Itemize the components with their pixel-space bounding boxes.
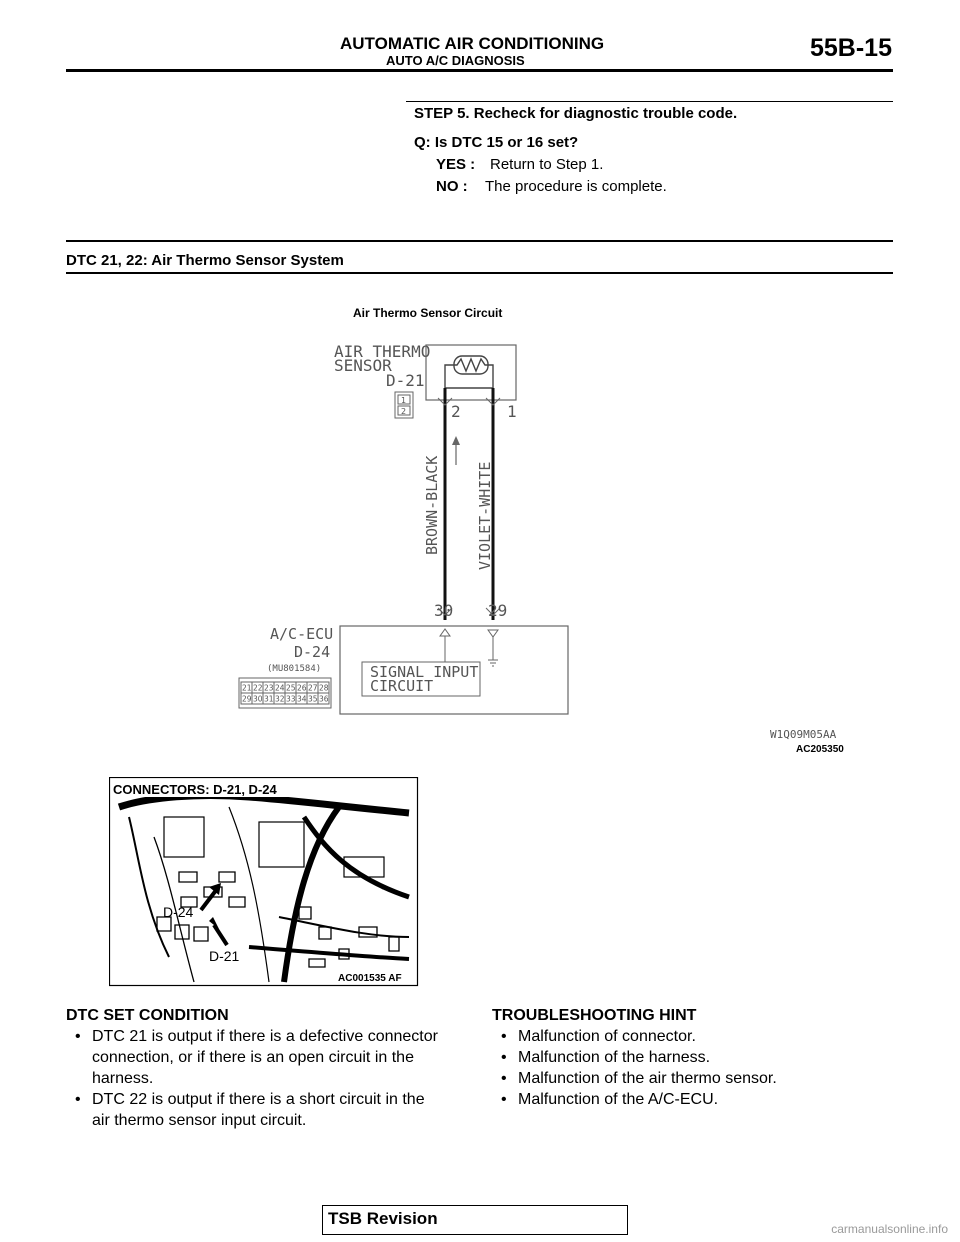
ecu-pin-number: 34: [297, 694, 307, 704]
step5-title: STEP 5. Recheck for diagnostic trouble code.: [414, 105, 738, 122]
header-rule: [66, 69, 893, 72]
signal-label-2: CIRCUIT: [370, 677, 434, 695]
ecu-pin-number: 21: [242, 683, 252, 693]
section-rule-bottom: [66, 272, 893, 274]
ecu-pin-number: 27: [308, 683, 318, 693]
ecu-pin-number: 22: [253, 683, 263, 693]
troubleshooting-hint: [492, 1005, 892, 1110]
connector-location-illustration: [109, 777, 419, 987]
ecu-pin-30: 30: [434, 601, 454, 620]
yes-value: Return to Step 1.: [490, 156, 604, 173]
diagram-code: W1Q09M05AA: [770, 728, 837, 741]
label-d21: D-21: [209, 948, 240, 964]
small-pin-1: 1: [401, 396, 407, 405]
sensor-connector: D-21: [386, 371, 425, 390]
sensor-label-1: AIR THERMO: [334, 342, 431, 361]
section-title: DTC 21, 22: Air Thermo Sensor System: [66, 252, 344, 269]
circuit-diagram: [230, 330, 880, 760]
footer-label: TSB Revision: [328, 1209, 438, 1228]
hint-item: • Malfunction of connector.: [492, 1026, 892, 1047]
ecu-connector-grid: [239, 678, 331, 708]
ecu-pin-29: 29: [488, 601, 508, 620]
signal-label-1: SIGNAL INPUT: [370, 663, 479, 681]
watermark: carmanualsonline.info: [831, 1222, 948, 1236]
ecu-pin-number: 24: [275, 683, 285, 693]
diagram-id: AC205350: [796, 744, 844, 755]
page-number: 55B-15: [810, 34, 892, 62]
ecu-pin-number: 32: [275, 694, 285, 704]
hint-item: • Malfunction of the A/C-ECU.: [492, 1089, 892, 1110]
label-d24: D-24: [163, 904, 194, 920]
connector-photo-title: CONNECTORS: D-21, D-24: [113, 782, 277, 797]
ecu-pin-number: 36: [319, 694, 329, 704]
yes-key: YES :: [436, 156, 476, 173]
step-rule: [406, 101, 893, 102]
wire-label-violet-white: VIOLET-WHITE: [476, 461, 494, 570]
section-rule-top: [66, 240, 893, 242]
sensor-label-2: SENSOR: [334, 356, 392, 375]
sensor-box: [426, 345, 516, 400]
dtc-set-item: • DTC 21 is output if there is a defective connector connection, or if there is an open circuit in the harness.: [66, 1026, 476, 1089]
ecu-pin-number: 29: [242, 694, 252, 704]
circuit-caption: Air Thermo Sensor Circuit: [353, 306, 503, 320]
small-pin-2: 2: [401, 407, 407, 416]
sensor-pin-2: 2: [451, 402, 461, 421]
wire-label-brown-black: BROWN-BLACK: [423, 455, 441, 555]
no-key: NO :: [436, 178, 468, 195]
hint-item: • Malfunction of the air thermo sensor.: [492, 1068, 892, 1089]
sensor-pin-1: 1: [507, 402, 517, 421]
ecu-pin-number: 25: [286, 683, 296, 693]
dtc-set-item: • DTC 22 is output if there is a short circuit in the air thermo sensor input circuit.: [66, 1089, 476, 1131]
dtc-set-heading: DTC SET CONDITION: [66, 1007, 229, 1024]
manual-title: AUTOMATIC AIR CONDITIONING: [340, 34, 605, 53]
connector-photo-code: AC001535 AF: [338, 973, 402, 984]
manual-subtitle: AUTO A/C DIAGNOSIS: [386, 53, 525, 68]
ecu-pin-number: 28: [319, 683, 329, 693]
step5-question: Q: Is DTC 15 or 16 set?: [414, 134, 579, 151]
ecu-pin-number: 30: [253, 694, 263, 704]
ecu-label: A/C-ECU: [270, 625, 334, 643]
dtc-set-condition: [66, 1005, 476, 1131]
ecu-part-number: (MU801584): [267, 664, 322, 674]
ecu-pin-number: 33: [286, 694, 296, 704]
ecu-pin-number: 35: [308, 694, 318, 704]
no-value: The procedure is complete.: [485, 178, 667, 195]
ecu-pin-number: 31: [264, 694, 274, 704]
hint-heading: TROUBLESHOOTING HINT: [492, 1007, 697, 1024]
resistor-icon: [445, 356, 493, 388]
hint-item: • Malfunction of the harness.: [492, 1047, 892, 1068]
ecu-connector: D-24: [294, 643, 331, 661]
ecu-pin-number: 26: [297, 683, 307, 693]
ecu-pin-number: 23: [264, 683, 274, 693]
